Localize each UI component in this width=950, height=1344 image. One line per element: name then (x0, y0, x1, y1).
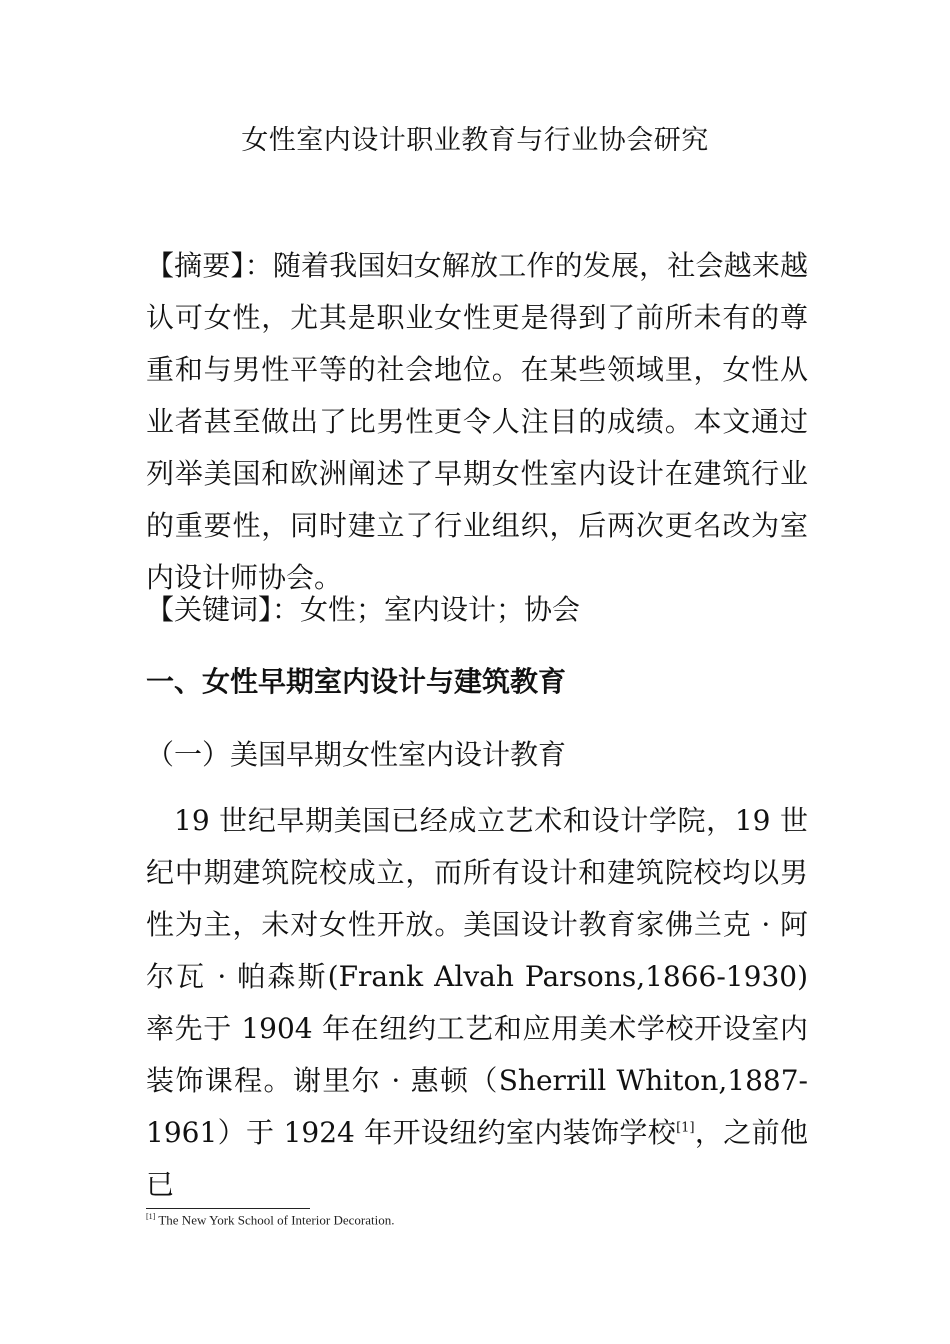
section-heading: 一、女性早期室内设计与建筑教育 (146, 665, 567, 698)
document-title: 女性室内设计职业教育与行业协会研究 (241, 125, 709, 156)
footnote-text: The New York School of Interior Decoration. (155, 1212, 395, 1228)
body-paragraph (146, 795, 808, 1211)
paragraph-text: 19 世纪早期美国已经成立艺术和设计学院，19 世纪中期建筑院校成立，而所有设计和建筑院校均以男性为主，未对女性开放。美国设计教育家佛兰克 · 阿尔瓦 · 帕森斯(Frank Alvah Parsons,1866-1930)率先于 1904 年在纽约工艺和应用美术学校开设室内装饰课程。谢里尔 · 惠顿（Sherrill Whiton,1887-1961）于 1924 年开设纽约室内装饰学校 (146, 804, 808, 1149)
subsection-heading: （一）美国早期女性室内设计教育 (146, 738, 567, 771)
footnote-reference: [1] (676, 1120, 695, 1136)
footnote (146, 1212, 394, 1228)
paragraph-tail: ，之前他已 (146, 1116, 808, 1201)
footnote-marker: [1] (146, 1212, 156, 1221)
abstract-paragraph: 【摘要】：随着我国妇女解放工作的发展，社会越来越认可女性，尤其是职业女性更是得到了前所未有的尊重和与男性平等的社会地位。在某些领域里，女性从业者甚至做出了比男性更令人注目的成绩。本文通过列举美国和欧洲阐述了早期女性室内设计在建筑行业的重要性，同时建立了行业组织，后两次更名改为室内设计师协会。 (146, 249, 808, 594)
keywords-line: 【关键词】：女性；室内设计；协会 (146, 593, 581, 626)
footnote-divider (146, 1208, 310, 1209)
